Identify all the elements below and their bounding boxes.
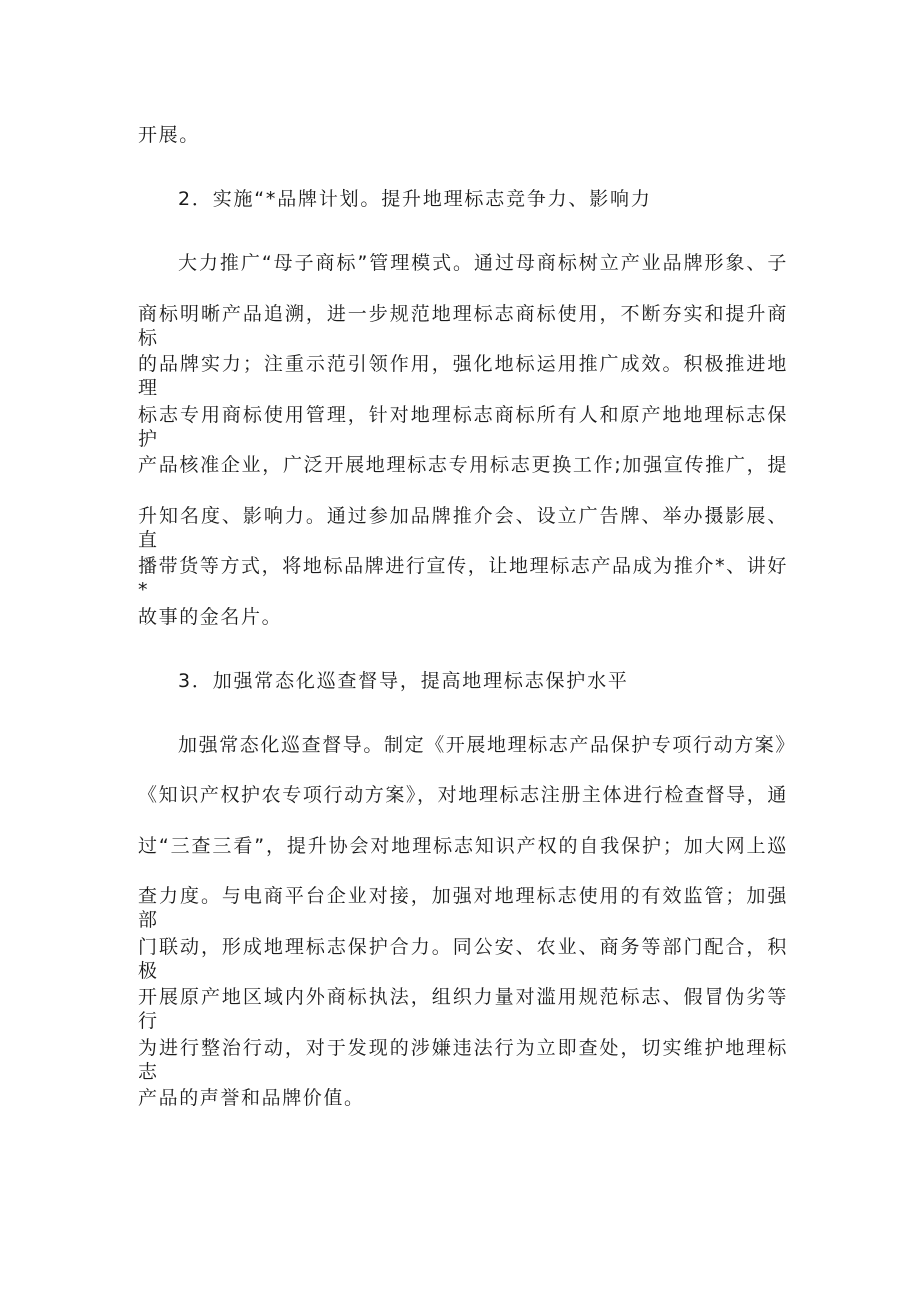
section-2-line: 产品核准企业，广泛开展地理标志专用标志更换工作;加强宣传推广，提 (138, 454, 788, 476)
section-2-line: 标志专用商标使用管理，针对地理标志商标所有人和原产地地理标志保护 (138, 404, 788, 450)
section-2-line: 大力推广“母子商标”管理模式。通过母商标树立产业品牌形象、子 (178, 252, 788, 274)
section-2-line: 的品牌实力；注重示范引领作用，强化地标运用推广成效。积极推进地理 (138, 353, 788, 399)
section-3-line: 开展原产地区域内外商标执法，组织力量对滥用规范标志、假冒伪劣等行 (138, 986, 788, 1032)
section-3-line: 产品的声誉和品牌价值。 (138, 1087, 365, 1109)
section-3-line: 为进行整治行动，对于发现的涉嫌违法行为立即查处，切实维护地理标志 (138, 1037, 788, 1083)
section-2-line: 商标明晰产品追溯，进一步规范地理标志商标使用，不断夯实和提升商标 (138, 303, 788, 349)
section-2-heading: 2．实施“*品牌计划。提升地理标志竞争力、影响力 (178, 188, 652, 210)
section-2-line: 故事的金名片。 (138, 606, 283, 628)
section-2-line: 升知名度、影响力。通过参加品牌推介会、设立广告牌、举办摄影展、直 (138, 505, 788, 551)
lead-fragment: 开展。 (138, 124, 200, 146)
section-3-line: 加强常态化巡查督导。制定《开展地理标志产品保护专项行动方案》 (178, 734, 797, 756)
section-2-line: 播带货等方式，将地标品牌进行宣传，让地理标志产品成为推介*、讲好* (138, 555, 788, 601)
section-3-line: 《知识产权护农专项行动方案》，对地理标志注册主体进行检查督导，通 (138, 784, 788, 806)
section-3-line: 查力度。与电商平台企业对接，加强对地理标志使用的有效监管；加强部 (138, 885, 788, 931)
section-3-line: 门联动，形成地理标志保护合力。同公安、农业、商务等部门配合，积极 (138, 936, 788, 982)
section-3-line: 过“三查三看”，提升协会对地理标志知识产权的自我保护；加大网上巡 (138, 835, 788, 857)
section-3-heading: 3．加强常态化巡查督导，提高地理标志保护水平 (178, 670, 629, 692)
